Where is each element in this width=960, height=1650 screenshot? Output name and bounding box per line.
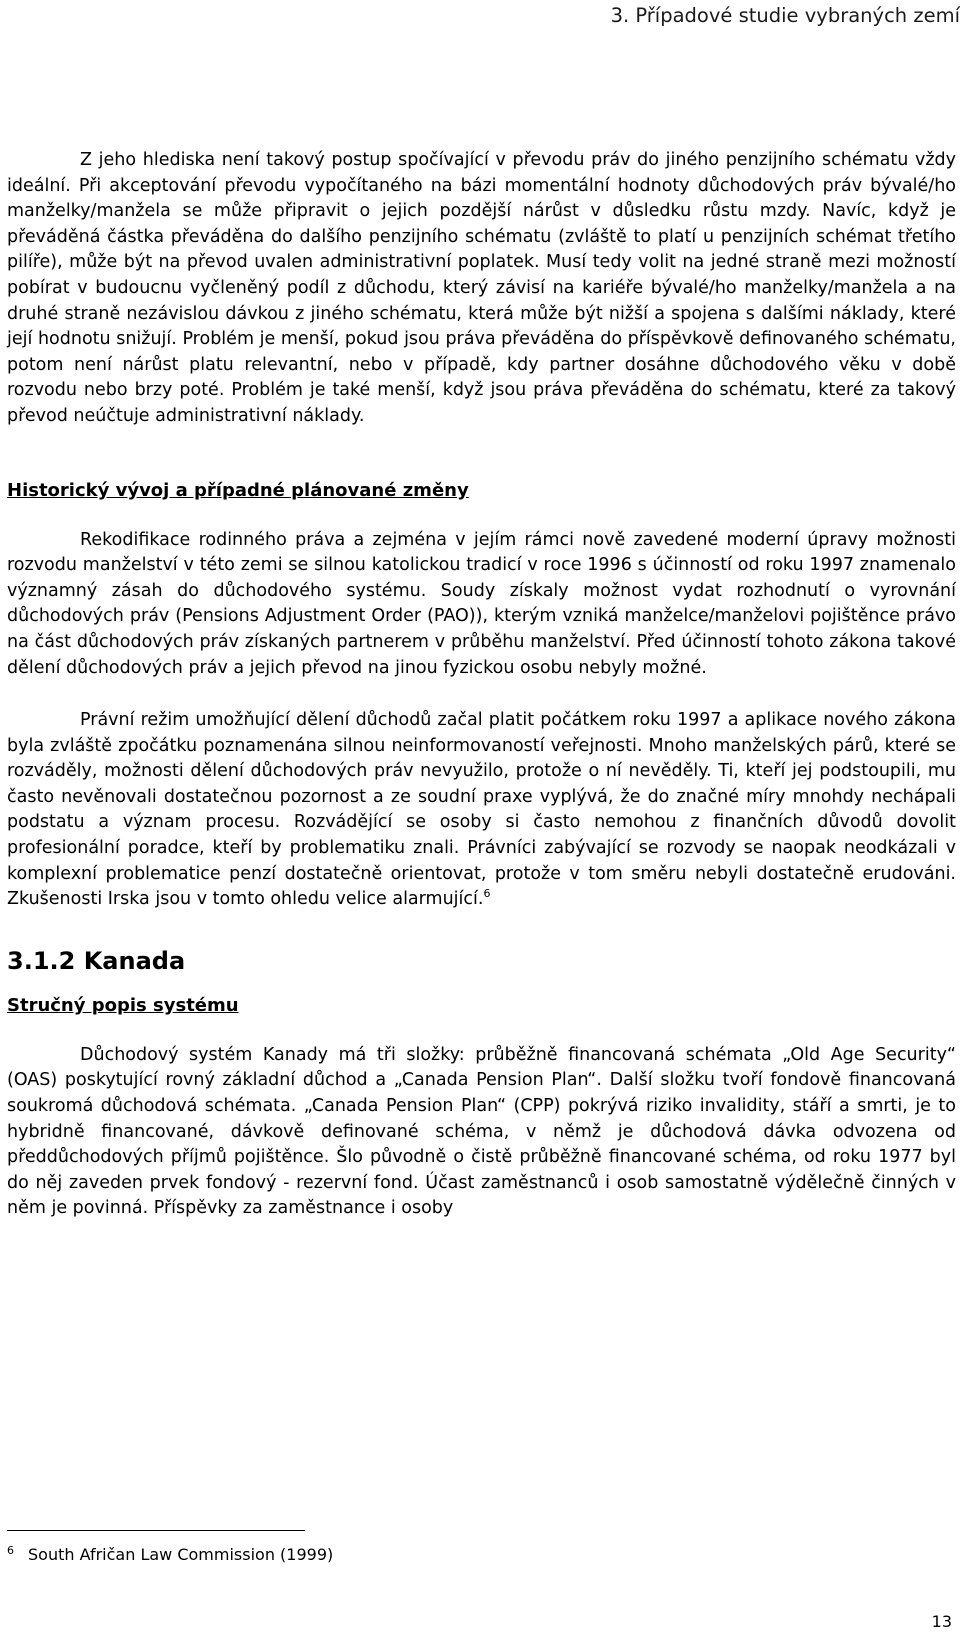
footnote-separator xyxy=(7,1530,305,1531)
paragraph-legal-regime-text: Právní režim umožňující dělení důchodů začal platit počátkem roku 1997 a aplikace nového zákona byla zvláště zpočátku poznamenána silnou neinformovaností veřejnosti. Mnoho manželských párů, které se rozváděly, možnosti dělení důchodových práv nevyužilo, protože o ní nevěděly. Ti, kteří jej podstoupili, mu často nevěnovali dostatečnou pozornost a ze soudní praxe vyplývá, že do značné míry mnohdy nechápali podstatu a význam procesu. Rozvádějící se osoby si často nemohou z finančních důvodů dovolit profesionální poradce, kteří by problematiku znali. Právníci zabývající se rozvody se naopak neodkázali v komplexní problematice penzí dostatečně orientovat, protože v tom směru nebyli dostatečně erudováni. Zkušenosti Irska jsou v tomto ohledu velice alarmující. xyxy=(7,710,956,910)
paragraph-legal-regime xyxy=(7,708,956,913)
footnote-reference: 6 xyxy=(483,887,491,901)
paragraph-canada-system: Důchodový systém Kanady má tři složky: průběžně financovaná schémata „Old Age Security“ (OAS) poskytující rovný základní důchod a „Canada Pension Plan“. Další složku tvoří fondově financovaná soukromá důchodová schémata. „Canada Pension Plan“ (CPP) pokrývá riziko invalidity, stáří a smrti, je to hybridně financované, dávkově definované schéma, v němž je důchodová dávka odvozena od předdůchodových příjmů pojištěnce. Šlo původně o čistě průběžně financované schéma, od roku 1977 byl do něj zaveden prvek fondový - rezervní fond. Účast zaměstnanců i osob samostatně výdělečně činných v něm je povinná. Příspěvky za zaměstnance i osoby xyxy=(7,1044,956,1219)
section-heading-canada: 3.1.2 Kanada xyxy=(7,946,186,975)
heading-history: Historický vývoj a případné plánované změny xyxy=(7,479,469,501)
page-number: 13 xyxy=(931,1612,952,1631)
heading-brief-description: Stručný popis systému xyxy=(7,994,239,1016)
footnote-text: South Afričan Law Commission (1999) xyxy=(28,1545,334,1564)
paragraph-pension-transfer: Z jeho hlediska není takový postup spočívající v převodu práv do jiného penzijního schématu vždy ideální. Při akceptování převodu vypočítaného na bázi momentální hodnoty důchodových práv bývalé/ho manželky/manžela se může připravit o jejich pozdější nárůst v důsledku růstu mzdy. Navíc, když je převáděná částka převáděna do dalšího penzijního schématu (zvláště to platí u penzijních schémat třetího pilíře), může být na převod uvalen administrativní poplatek. Musí tedy volit na jedné straně mezi možností pobírat v budoucnu vyčleněný podíl z důchodu, který závisí na kariéře bývalé/ho manželky/manžela a na druhé straně nezávislou dávkou z jiného schématu, která může být nižší a spojena s dalšími náklady, které její hodnotu snižují. Problém je menší, pokud jsou práva převáděna do příspěvkově definovaného schématu, potom není nárůst platu relevantní, nebo v případě, kdy partner dosáhne důchodového věku v době rozvodu nebo brzy poté. Problém je také menší, když jsou práva převáděna do schématu, které za takový převod neúčtuje administrativní náklady. xyxy=(7,150,956,426)
footnote-number: 6 xyxy=(7,1544,14,1557)
footnote xyxy=(7,1545,333,1564)
paragraph-recodification: Rekodifikace rodinného práva a zejména v jejím rámci nově zavedené moderní úpravy možnosti rozvodu manželství v této zemi se silnou katolickou tradicí v roce 1996 s účinností od roku 1997 znamenalo významný zásah do důchodového systému. Soudy získaly možnost vydat rozhodnutí o vyrovnání důchodových práv (Pensions Adjustment Order (PAO)), kterým vzniká manželce/manželovi pojištěnce právo na část důchodových práv získaných partnerem v průběhu manželství. Před účinností tohoto zákona takové dělení důchodových práv a jejich převod na jinou fyzickou osobu nebyly možné. xyxy=(7,529,956,678)
running-header: 3. Případové studie vybraných zemí xyxy=(610,4,960,27)
page-body xyxy=(7,148,956,1222)
